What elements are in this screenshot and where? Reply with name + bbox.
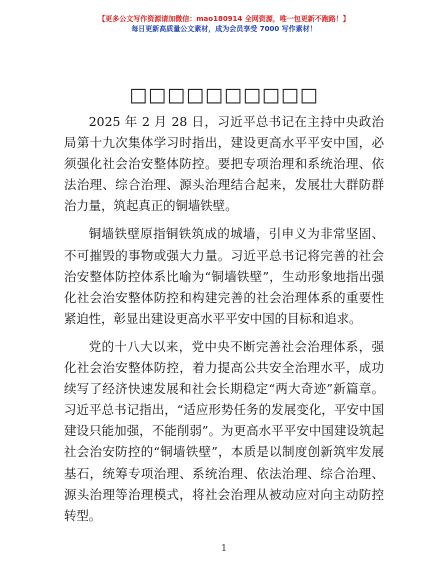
paragraph-1: 2025 年 2 月 28 日，习近平总书记在主持中央政治局第十九次集体学习时指出，建设更高水平平安中国，必须强化社会治安整体防控。要把专项治理和系统治理、依法治理、综合治理、源头治理结合起来，发展壮大群防群治力量，筑起真正的铜墙铁壁。: [64, 114, 384, 214]
promo-banner-line-2: 每日更新高质量公文素材，成为会员享受 7000 写作素材！: [131, 25, 317, 33]
paragraph-3: 党的十八大以来，党中央不断完善社会治理体系，强化社会治安整体防控，着力提高公共安全治理水平，成功续写了经济快速发展和社会长期稳定“两大奇迹”新篇章。习近平总书记指出，“适应形势任务的发展变化，平安中国建设只能加强，不能削弱”。为更高水平平安中国建设筑起社会治安防控的“铜墙铁壁”，本质是以制度创新筑牢发展基石，统筹专项治理、系统治理、依法治理、综合治理、源头治理等治理模式，将社会治理从被动应对向主动防控转型。: [64, 338, 384, 523]
page-number: 1: [221, 544, 227, 554]
document-body: [64, 111, 384, 533]
promo-banner-line-1: 【更多公文写作资源请加微信：mao180914 全网资源，唯一包更新不跑路！】: [98, 15, 350, 23]
promo-banner: [0, 14, 448, 35]
paragraph-2: 铜墙铁壁原指铜铁筑成的城墙，引申义为非常坚固、不可摧毁的事物或强大力量。习近平总书记将完善的社会治安整体防控体系比喻为“铜墙铁壁”，生动形象地指出强化社会治安整体防控和构建完善的社会治理体系的重要性紧迫性，彰显出建设更高水平平安中国的目标和追求。: [64, 226, 384, 326]
document-title: □□□□□□□□□□: [129, 84, 319, 106]
